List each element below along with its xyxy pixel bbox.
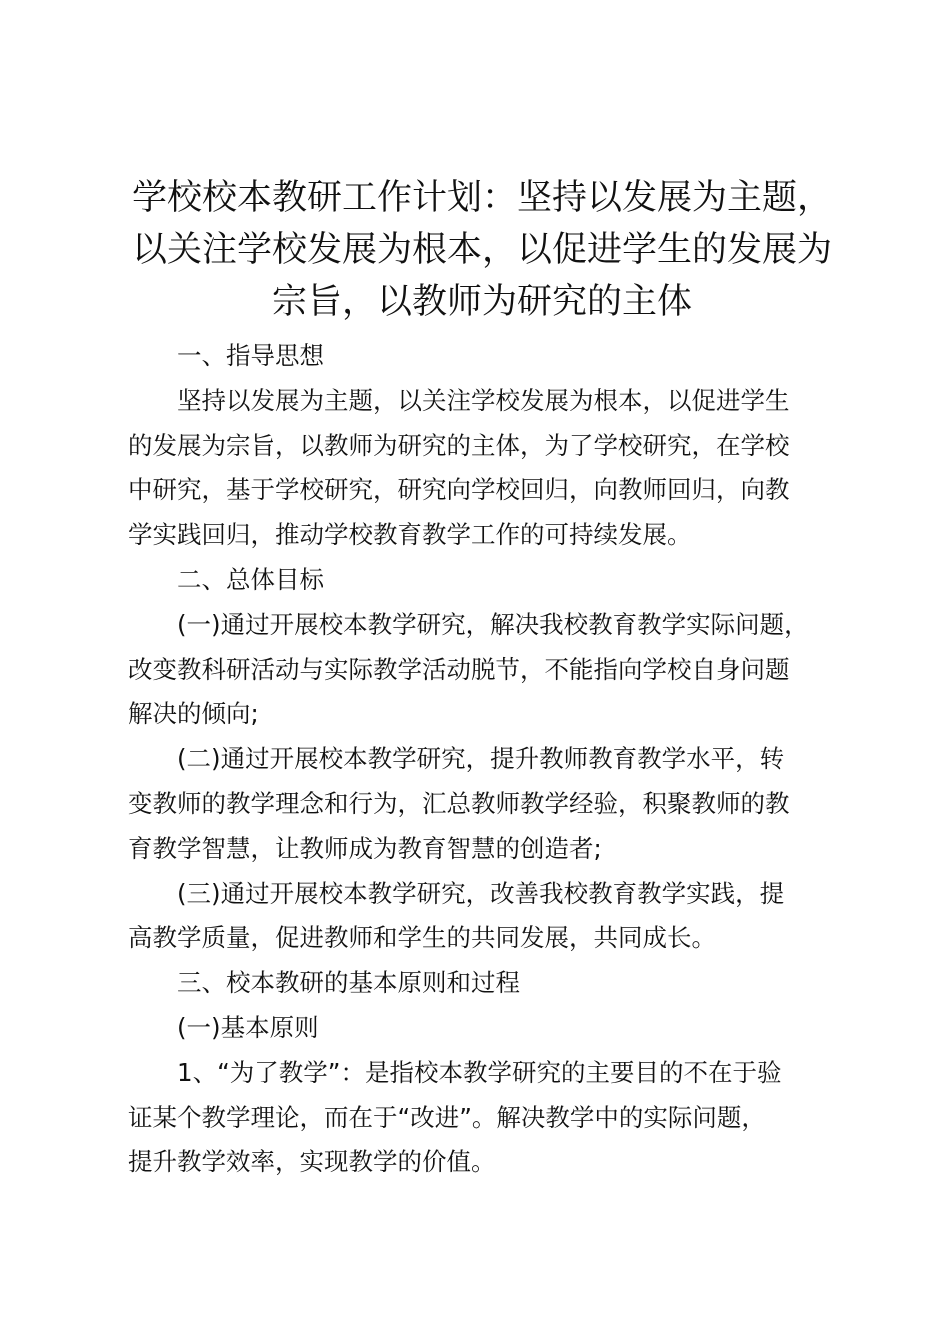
paragraph-line: 变教师的教学理念和行为，汇总教师教学经验，积聚教师的教 xyxy=(128,788,790,818)
paragraph-line: 证某个教学理论，而在于“改进”。解决教学中的实际问题， xyxy=(128,1102,766,1132)
section-heading-principles: 三、校本教研的基本原则和过程 xyxy=(177,968,520,998)
paragraph-goal-2 xyxy=(128,737,836,871)
paragraph-line: 1、“为了教学”：是指校本教学研究的主要目的不在于验 xyxy=(177,1057,782,1087)
paragraph-line: 坚持以发展为主题，以关注学校发展为根本，以促进学生 xyxy=(177,385,790,415)
document-body xyxy=(128,172,836,1185)
paragraph-line: (一)通过开展校本教学研究，解决我校教育教学实际问题， xyxy=(177,609,809,639)
paragraph-line: 学实践回归，推动学校教育教学工作的可持续发展。 xyxy=(128,520,692,550)
paragraph-line: 的发展为宗旨，以教师为研究的主体，为了学校研究，在学校 xyxy=(128,430,790,460)
subsection-heading-basic-principles: (一)基本原则 xyxy=(177,1012,319,1042)
paragraph-line: 高教学质量，促进教师和学生的共同发展，共同成长。 xyxy=(128,923,716,953)
paragraph-line: 提升教学效率，实现教学的价值。 xyxy=(128,1147,496,1177)
paragraph-goal-1 xyxy=(128,603,836,737)
paragraph-line: (二)通过开展校本教学研究，提升教师教育教学水平，转 xyxy=(177,744,785,774)
paragraph-line: 解决的倾向; xyxy=(128,699,259,729)
document-content xyxy=(128,334,836,1185)
paragraph-line: 育教学智慧，让教师成为教育智慧的创造者; xyxy=(128,833,602,863)
paragraph-guiding-ideology xyxy=(128,379,836,558)
title-line: 宗旨，以教师为研究的主体 xyxy=(271,282,692,322)
title-line: 学校校本教研工作计划：坚持以发展为主题， xyxy=(131,178,832,218)
section-heading-overall-goals: 二、总体目标 xyxy=(177,564,324,594)
paragraph-line: (三)通过开展校本教学研究，改善我校教育教学实践，提 xyxy=(177,878,785,908)
paragraph-line: 中研究，基于学校研究，研究向学校回归，向教师回归，向教 xyxy=(128,475,790,505)
paragraph-goal-3 xyxy=(128,872,836,962)
paragraph-line: 改变教科研活动与实际教学活动脱节，不能指向学校自身问题 xyxy=(128,654,790,684)
document-title xyxy=(128,172,836,328)
section-heading-guiding-ideology: 一、指导思想 xyxy=(177,341,324,370)
title-line: 以关注学校发展为根本，以促进学生的发展为 xyxy=(131,230,832,270)
paragraph-principle-1 xyxy=(128,1051,836,1185)
